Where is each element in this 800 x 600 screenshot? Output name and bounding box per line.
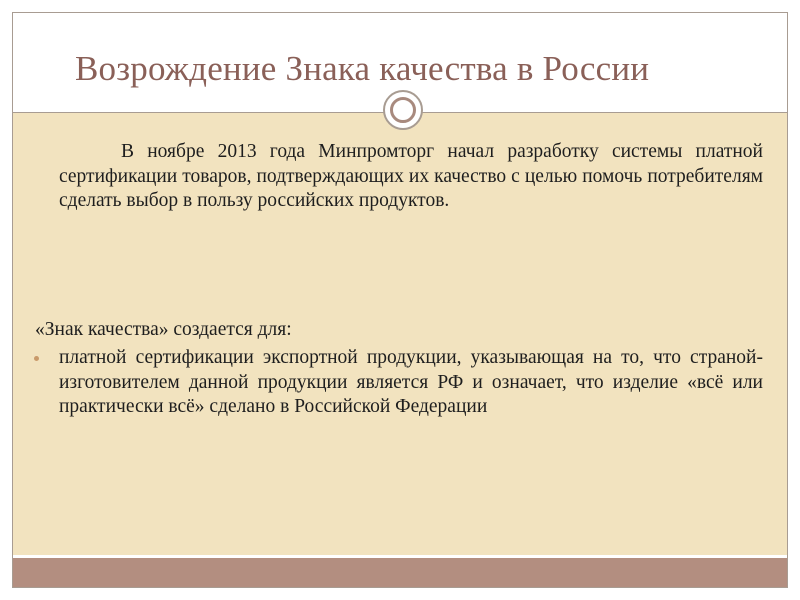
- slide-title: Возрождение Знака качества в России: [75, 49, 650, 88]
- bottom-bar: [13, 558, 787, 587]
- lead-text: «Знак качества» создается для:: [35, 319, 292, 340]
- bullet-item: платной сертификации экспортной продукции, указывающая на то, что страной-изготовителем данной продукции является РФ и означает, что изделие «всё или практически всё» сделано в Российской Федерации: [59, 347, 763, 417]
- circle-ornament-icon: [383, 90, 423, 130]
- content-area: [13, 113, 787, 555]
- intro-paragraph: В ноябре 2013 года Минпромторг начал разработку системы платной сертификации товаров, подтверждающих их качество с целью помочь потребителям сделать выбор в пользу российских продуктов.: [59, 141, 763, 211]
- slide-frame: [12, 12, 788, 588]
- bullet-dot-icon: [34, 356, 39, 361]
